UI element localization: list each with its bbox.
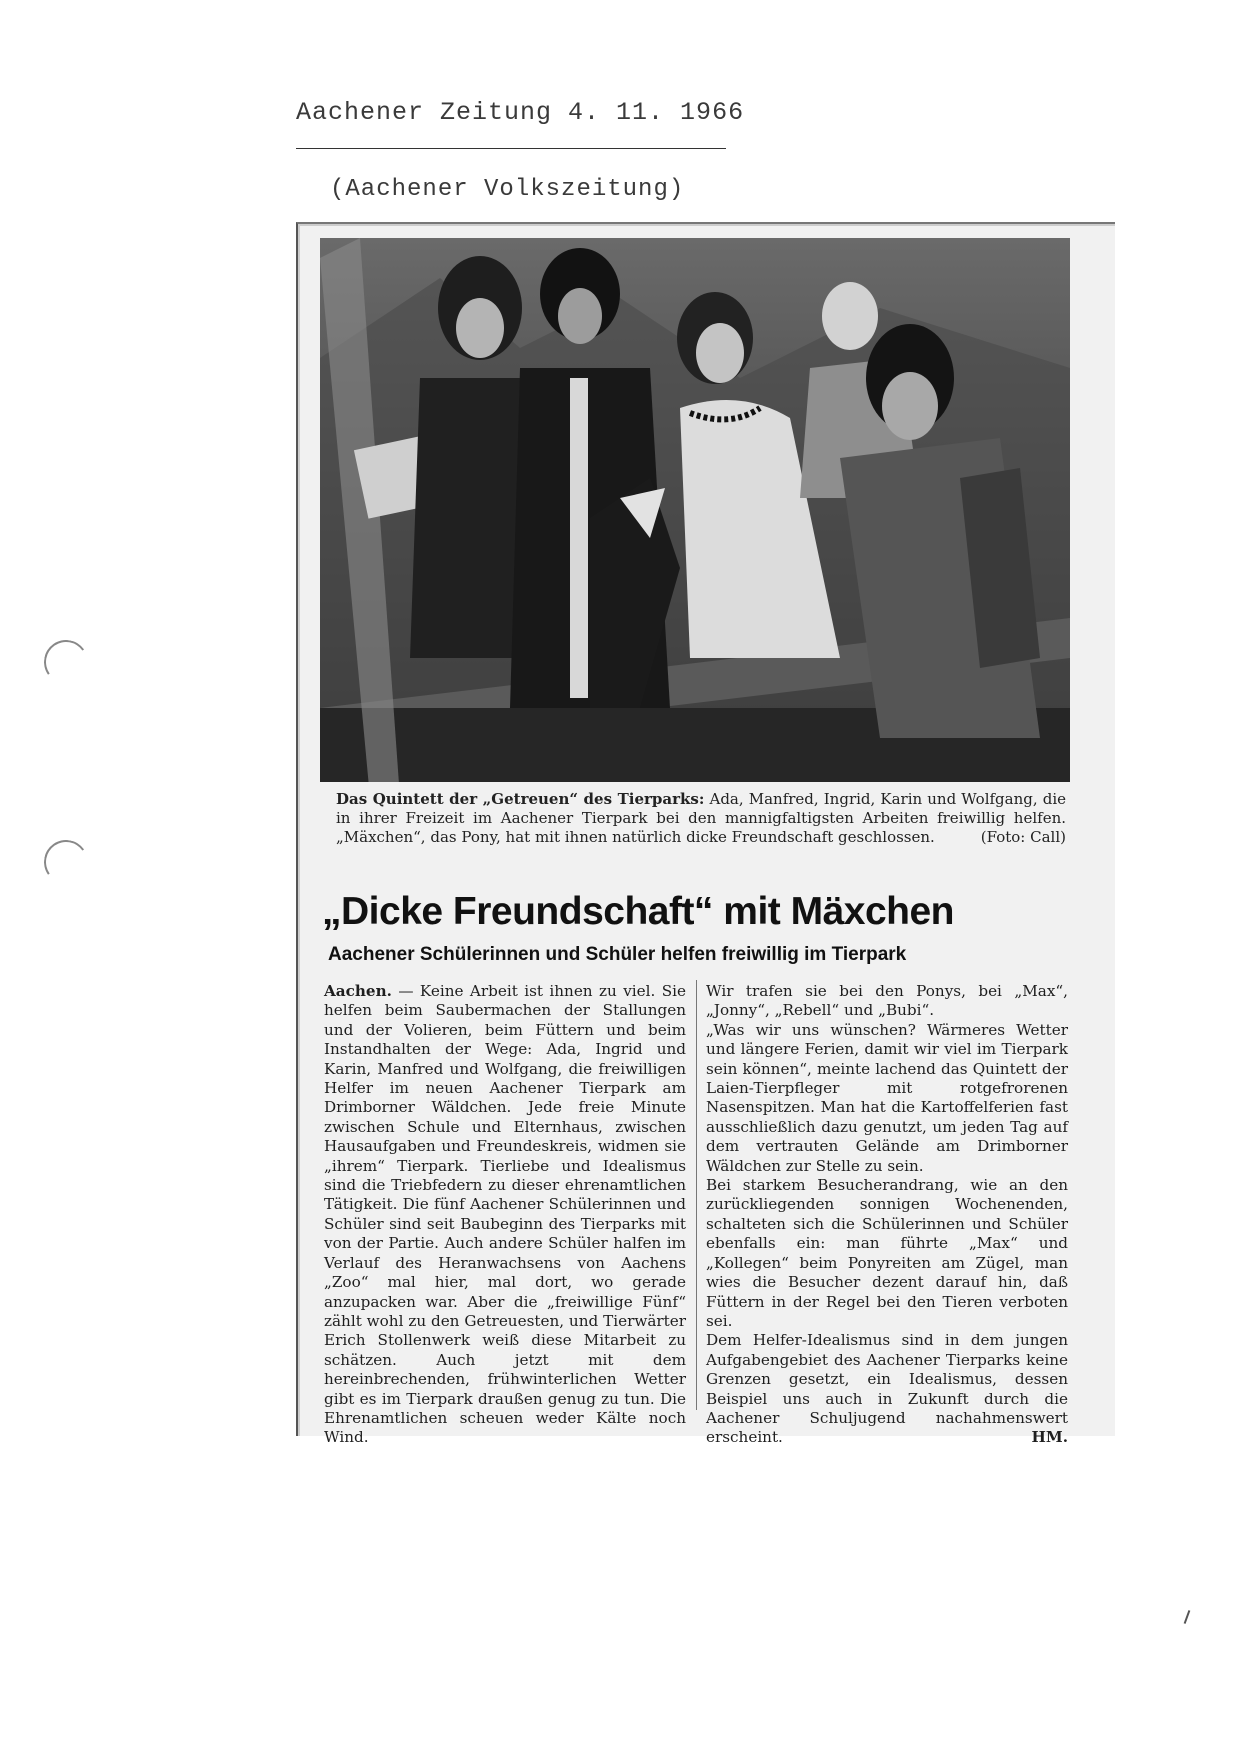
article-paragraph <box>706 1331 1068 1447</box>
column-divider <box>696 980 697 1410</box>
scan-mark <box>1184 1610 1191 1624</box>
source-line-newspaper-date: Aachener Zeitung 4. 11. 1966 <box>296 98 745 127</box>
photo-credit: (Foto: Call) <box>980 828 1066 846</box>
article-headline: „Dicke Freundschaft“ mit Mäxchen <box>322 890 954 933</box>
article-subheadline: Aachener Schülerinnen und Schüler helfen freiwillig im Tierpark <box>328 944 907 965</box>
article-paragraph <box>324 982 686 1448</box>
caption-text: Ada, Manfred, Ingrid, Karin und Wolfgang, die in ihrer Freizeit im Aachener Tierpark bei den mannigfaltigsten Arbeiten freiwillig helfen. „Mäxchen“, das Pony, hat mit ihnen natürlich dicke Freundschaft geschlossen. <box>336 790 1066 846</box>
punch-hole-mark-top <box>41 637 92 688</box>
caption-lead: Das Quintett der „Getreuen“ des Tierparks: <box>336 790 705 808</box>
article-text-final: Dem Helfer-Idealismus sind in dem jungen Aufgabengebiet des Aachener Tierparks keine Grenzen gesetzt, ein Idealismus, dessen Beispiel uns auch in Zukunft durch die Aachener Schuljugend nachahmenswert erscheint. <box>706 1331 1068 1447</box>
article-column-left <box>324 982 686 1448</box>
dateline: Aachen. <box>324 982 392 1000</box>
article-column-right <box>706 982 1068 1448</box>
article-paragraph: Wir trafen sie bei den Ponys, bei „Max“, „Jonny“, „Rebell“ und „Bubi“. <box>706 982 1068 1020</box>
punch-hole-mark-bottom <box>41 837 92 888</box>
photo-illustration <box>320 238 1070 782</box>
source-line-paper-name: (Aachener Volkszeitung) <box>330 176 685 203</box>
article-text-left: — Keine Arbeit ist ihnen zu viel. Sie helfen beim Saubermachen der Stallungen und der Volieren, beim Füttern und beim Instandhalten der Wege: Ada, Ingrid und Karin, Manfred und Wolfgang, die freiwilligen Helfer im neuen Aachener Tierpark am Drimborner Wäldchen. Jede freie Minute zwischen Schule und Elternhaus, zwischen Hausaufgaben und Freundeskreis, widmen sie „ihrem“ Tierpark. Tierliebe und Idealismus sind die Triebfedern zu dieser ehrenamtlichen Tätigkeit. Die fünf Aachener Schülerinnen und Schüler sind seit Baubeginn des Tierparks mit von der Partie. Auch andere Schüler halfen im Verlauf des Heranwachsens von Aachens „Zoo“ mal hier, mal dort, wo gerade anzupacken war. Aber die „freiwillige Fünf“ zählt wohl zu den Getreuesten, und Tierwärter Erich Stollenwerk weiß diese Mitarbeit zu schätzen. Auch jetzt mit dem hereinbrechenden, frühwinterlichen Wetter gibt es im Tierpark draußen genug zu tun. Die Ehrenamtlichen scheuen weder Kälte noch Wind. <box>324 982 686 1447</box>
news-photo <box>320 238 1070 782</box>
article-paragraph: Bei starkem Besucherandrang, wie an den zurückliegenden sonnigen Wochenenden, schalteten sich die Schülerinnen und Schüler ebenfalls ein: man führte „Max“ und „Kollegen“ beim Ponyreiten am Zügel, man wies die Besucher dezent darauf hin, daß Füttern in der Regel bei den Tieren verboten sei. <box>706 1176 1068 1330</box>
newspaper-clipping <box>296 222 1115 1447</box>
author-signature: HM. <box>1031 1428 1068 1447</box>
photo-caption <box>336 790 1066 847</box>
article-paragraph: „Was wir uns wünschen? Wärmeres Wetter und längere Ferien, damit wir viel im Tierpark sein können“, meinte lachend das Quintett der Laien-Tierpfleger mit rotgefrorenen Nasenspitzen. Man hat die Kartoffelferien fast ausschließlich dazu genutzt, um jeden Tag auf dem vertrauten Gelände am Drimborner Wäldchen zur Stelle zu sein. <box>706 1020 1068 1175</box>
source-underline <box>296 148 726 149</box>
